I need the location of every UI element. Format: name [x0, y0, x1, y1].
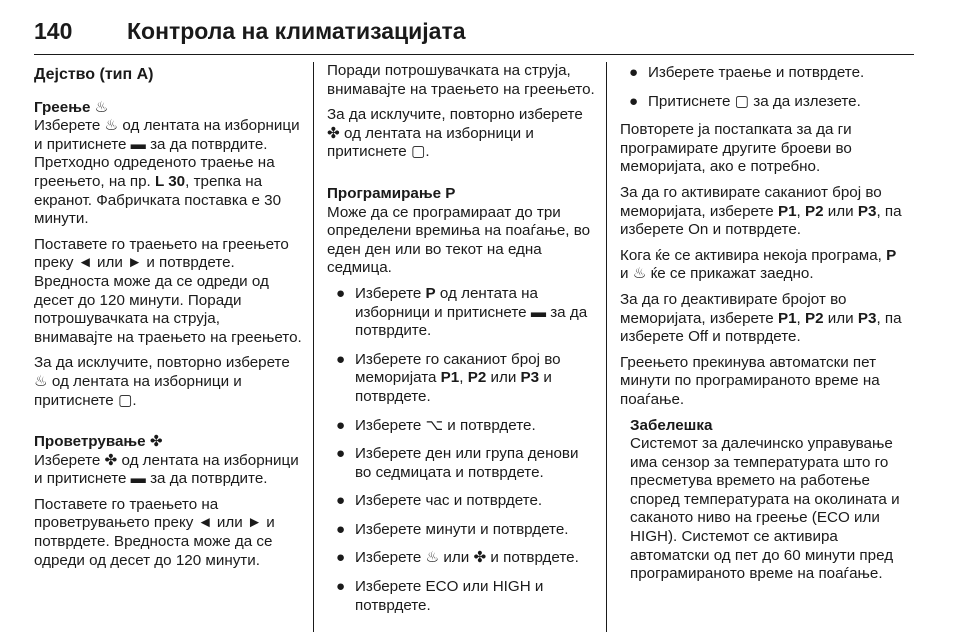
departure-time-icon: ⌥ — [425, 416, 444, 434]
paragraph: Кога ќе се активира некоја програма, P и ♨ ќе се прикажат заедно. — [620, 246, 897, 283]
heating-icon: ♨ — [104, 117, 119, 135]
note-text: Системот за далечинско управување има сензор за температурата што го пресметува времето на работење според температурата на околината и саканото ниво на греење (ECO или HIGH). Системот се активира автоматски од пет до 60 минути пред програмираното време на поаѓање. — [630, 435, 900, 583]
arrow-right-icon: ► — [127, 254, 143, 272]
fan-icon: ✤ — [104, 451, 118, 469]
arrow-left-icon: ◄ — [77, 254, 93, 272]
list-item: ● Изберете ⌥ и потврдете. — [336, 416, 536, 434]
page-number: 140 — [34, 18, 73, 44]
list-item: ● Изберете час и потврдете. — [336, 492, 543, 510]
confirm-key-icon: ▬ — [130, 135, 146, 153]
page-header — [34, 16, 914, 55]
heating-icon: ♨ — [632, 265, 647, 283]
list-item: ● Изберете ECO или HIGH и потврдете. — [336, 578, 544, 614]
programming-steps-continued — [620, 64, 902, 111]
column-divider — [313, 62, 314, 632]
heating-paragraph-3: За да исклучите, повторно изберете ♨ од лентата на изборници и притиснете ▢. — [34, 354, 290, 409]
heating-icon: ♨ — [94, 98, 109, 116]
heating-heading: Греење ♨ — [34, 98, 109, 116]
heating-paragraph-2: Поставете го траењето на греењето преку ◄ или ► и потврдете. Вредноста може да се одреди од десет до 120 минути. Поради потрошувачката на струја, внимавајте на траењето на греењето. — [34, 235, 302, 346]
ventilation-paragraph-2: Поставете го траењето на проветрувањето преку ◄ или ► и потврдете. Вредноста може да се одреди од десет до 120 минути. — [34, 495, 275, 569]
list-item: ● Изберете ден или група денови во седмицата и потврдете. — [336, 445, 579, 481]
paragraph: За да го активирате саканиот број во меморијата, изберете P1, P2 или P3, па изберете On и потврдете. — [620, 183, 902, 239]
column-right — [620, 62, 902, 584]
fan-icon: ✤ — [149, 433, 163, 451]
paragraph: Повторете ја постапката за да ги програмирате другите броеви во меморијата, ако е потребно. — [620, 121, 852, 176]
ventilation-heading: Проветрување ✤ — [34, 433, 163, 451]
paragraph: Поради потрошувачката на струја, внимавајте на траењето на греењето. — [327, 62, 595, 98]
section-title: Дејство (тип А) — [34, 66, 154, 83]
list-item: ● Изберете P од лентата на изборници и притиснете ▬ за да потврдите. — [336, 284, 588, 340]
note-box — [630, 417, 902, 584]
programming-steps — [327, 285, 595, 615]
paragraph: Може да се програмираат до три определени времиња на поаѓање, во еден ден или во текот на една седмица. — [327, 203, 591, 277]
list-item: ● Изберете траење и потврдете. — [629, 64, 865, 81]
list-item: ● Изберете минути и потврдете. — [336, 520, 569, 538]
heating-icon: ♨ — [425, 549, 440, 567]
arrow-left-icon: ◄ — [197, 514, 213, 532]
back-key-icon: ▢ — [734, 92, 750, 110]
ventilation-paragraph-1: Изберете ✤ од лентата на изборници и притиснете ▬ за да потврдите. — [34, 451, 299, 488]
back-key-icon: ▢ — [410, 143, 426, 161]
confirm-key-icon: ▬ — [130, 470, 146, 488]
programming-heading: Програмирање P — [327, 184, 456, 202]
arrow-right-icon: ► — [246, 514, 262, 532]
paragraph: За да го деактивирате бројот во меморијата, изберете P1, P2 или P3, па изберете Off и потврдете. — [620, 290, 902, 346]
heating-icon: ♨ — [34, 372, 48, 390]
page-title: Контрола на климатизацијата — [127, 18, 466, 44]
column-divider — [606, 62, 607, 632]
paragraph: За да исклучите, повторно изберете ✤ од лентата на изборници и притиснете ▢. — [327, 106, 583, 161]
column-left — [34, 62, 302, 577]
confirm-key-icon: ▬ — [530, 303, 546, 321]
back-key-icon: ▢ — [117, 391, 133, 409]
heating-paragraph-1: Изберете ♨ од лентата на изборници и притиснете ▬ за да потврдите. Претходно одреденото траење на греењето, на пр. L 30, трепка на екранот. Фабричката поставка е 30 минути. — [34, 117, 300, 228]
list-item: ● Изберете ♨ или ✤ и потврдете. — [336, 549, 579, 567]
column-middle — [327, 62, 595, 625]
paragraph: Греењето прекинува автоматски пет минути по програмираното време на поаѓање. — [620, 353, 880, 408]
note-title: Забелешка — [630, 416, 713, 434]
fan-icon: ✤ — [473, 549, 487, 567]
list-item: ● Притиснете ▢ за да излезете. — [629, 92, 861, 110]
list-item: ● Изберете го саканиот број во меморијата P1, P2 или P3 и потврдете. — [336, 350, 561, 405]
fan-icon: ✤ — [327, 124, 340, 142]
